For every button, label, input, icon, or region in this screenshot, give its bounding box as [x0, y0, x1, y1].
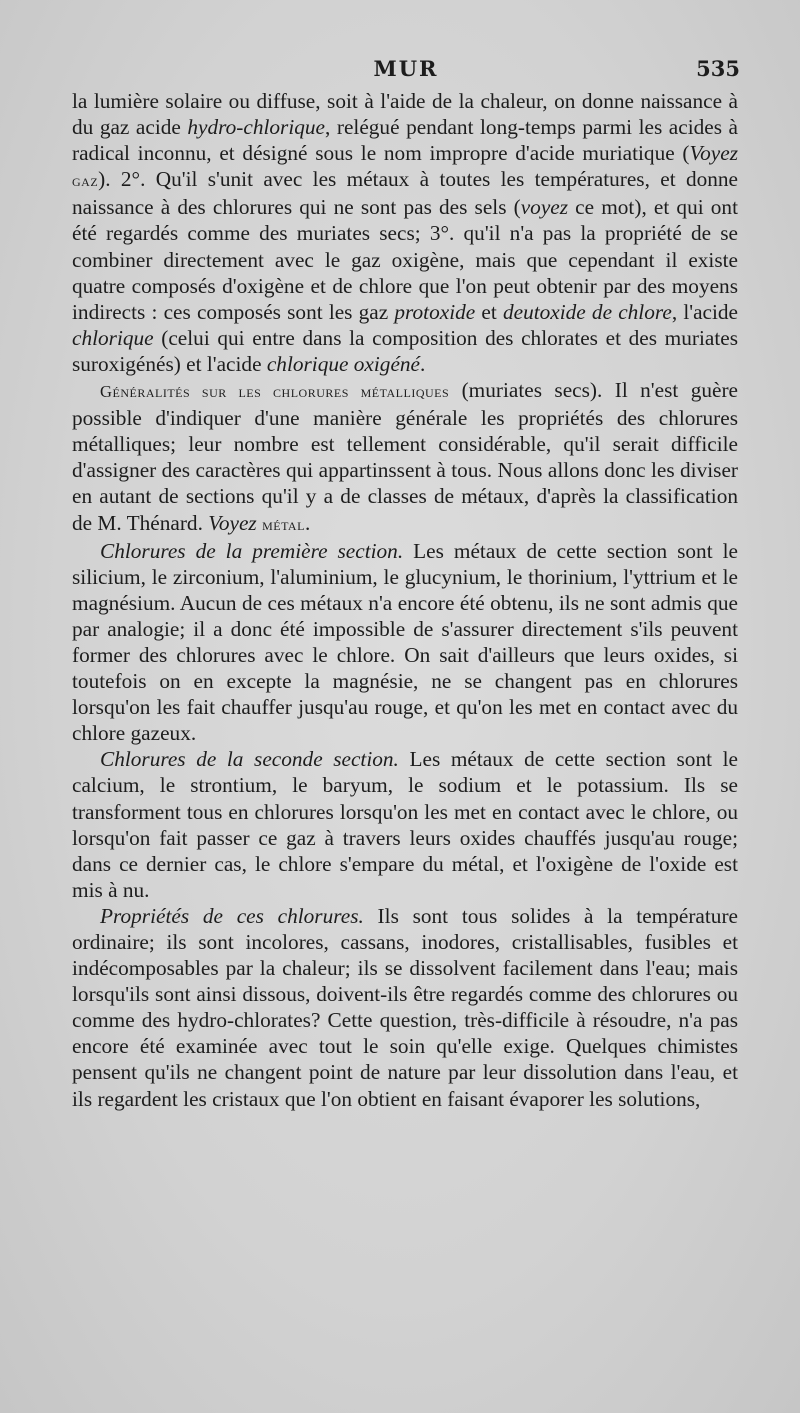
running-head: MUR	[373, 56, 439, 81]
paragraph-proprietes: Propriétés de ces chlorures. Ils sont tous solides à la température ordinaire; ils sont incolores, cassans, inodores, cristallisables, fusibles et indécomposables par la chaleur; ils se dissolvent facilement dans l'eau; mais lorsqu'ils sont ainsi dissous, doivent-ils être regardés comme des chlorures ou comme des hydro-chlorates? Cette question, très-difficile à résoudre, n'a pas encore été examinée avec tout le soin qu'elle exige. Quelques chimistes pensent qu'ils ne changent point de nature par leur dissolution dans l'eau, et ils regardent les cristaux que l'on obtient en faisant évaporer les solutions,	[72, 903, 738, 1111]
subsection-heading: Propriétés de ces chlorures.	[100, 903, 364, 928]
section-heading: Généralités sur les chlorures métalliques	[100, 382, 450, 402]
paragraph-chlorine-properties: la lumière solaire ou diffuse, soit à l'aide de la chaleur, on donne naissance à du gaz acide hydro-chlorique, relégué pendant long-temps parmi les acides à radical inconnu, et désigné sous le nom impropre d'acide muriatique (Voyez gaz). 2°. Qu'il s'unit avec les métaux à toutes les températures, et donne naissance à des chlorures qui ne sont pas des sels (voyez ce mot), et qui ont été regardés comme des muriates secs; 3°. qu'il n'a pas la propriété de se combiner directement avec le gaz oxigène, mais que cependant il existe quatre composés d'oxigène et de chlore que l'on peut obtenir par des moyens indirects : ces composés sont les gaz protoxide et deutoxide de chlore, l'acide chlorique (celui qui entre dans la composition des chlorates et des muriates suroxigénés) et l'acide chlorique oxigéné.	[72, 89, 739, 376]
body-text	[72, 88, 738, 1112]
page-header	[72, 56, 740, 88]
subsection-heading: Chlorures de la première section.	[100, 538, 404, 563]
subsection-heading: Chlorures de la seconde section.	[100, 747, 399, 772]
paragraph-seconde-section: Chlorures de la seconde section. Les métaux de cette section sont le calcium, le strontium, le baryum, le sodium et le potassium. Ils se transforment tous en chlorures lorsqu'on les met en contact avec le chlore, ou lorsqu'on fait passer ce gaz à travers leurs oxides chauffés jusqu'au rouge; dans ce dernier cas, le chlore s'empare du métal, et l'oxigène de l'oxide est mis à nu.	[72, 747, 738, 902]
page-number: 535	[696, 56, 740, 81]
paragraph-premiere-section: Chlorures de la première section. Les métaux de cette section sont le silicium, le zirconium, l'aluminium, le glucynium, le thorinium, l'yttrium et le magnésium. Aucun de ces métaux n'a encore été obtenu, ils ne sont admis que par analogie; il a donc été impossible de s'assurer directement s'ils peuvent former des chlorures avec le chlore. On sait d'ailleurs que leurs oxides, si toutefois on en excepte la magnésie, ne se changent pas en chlorures lorsqu'on les fait chauffer jusqu'au rouge, et qu'on les met en contact avec du chlore gazeux.	[72, 538, 738, 746]
paragraph-generalites: Généralités sur les chlorures métalliques (muriates secs). Il n'est guère possible d'indiquer d'une manière générale les propriétés des chlorures métalliques; leur nombre est tellement considérable, qu'il serait difficile d'assigner des caractères qui appartinssent à tous. Nous allons donc les diviser en autant de sections qu'il y a de classes de métaux, d'après la classification de M. Thénard. Voyez métal.	[72, 378, 739, 535]
